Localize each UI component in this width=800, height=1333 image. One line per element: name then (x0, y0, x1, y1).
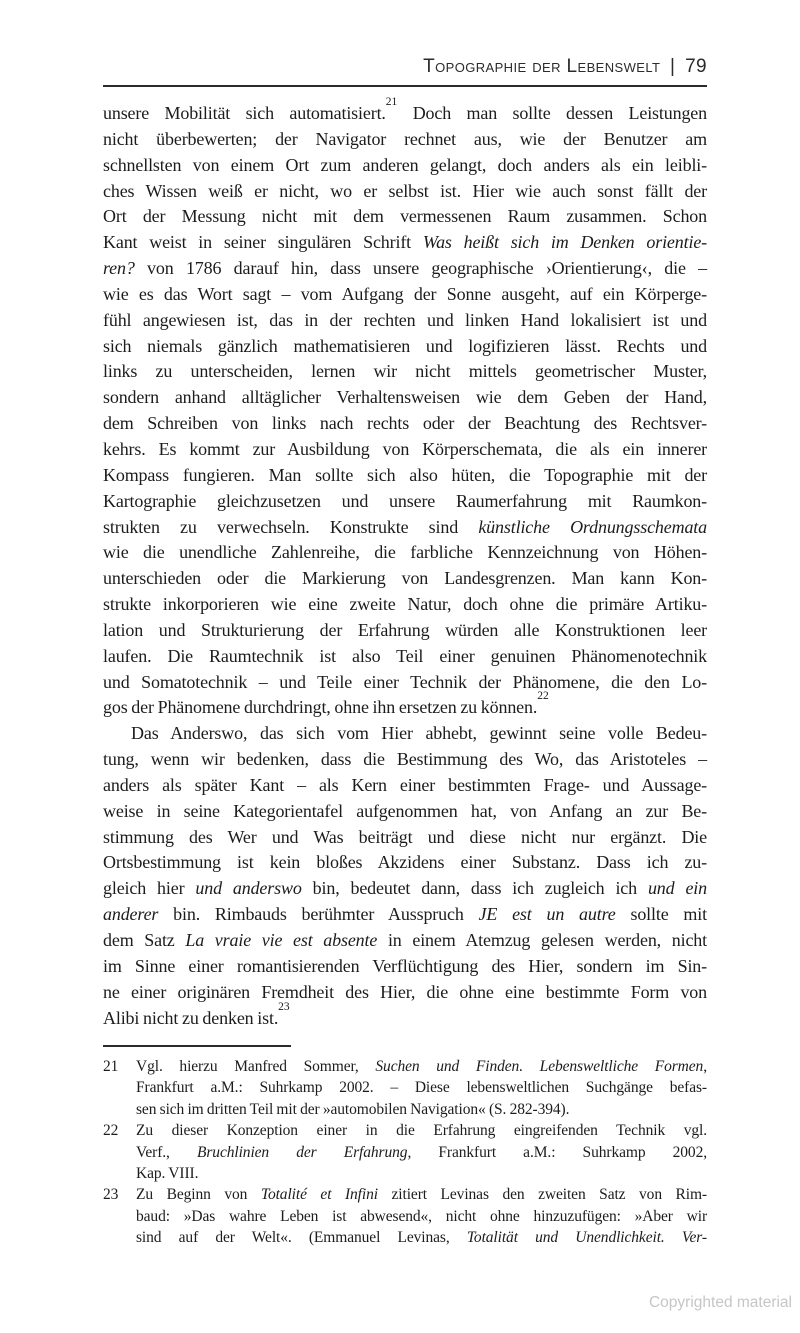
italic-text: und anderswo (195, 878, 302, 899)
text-segment: anders als später Kant – als Kern einer bestimmten Frage- und Aussage- (103, 774, 707, 795)
text-line (136, 1227, 707, 1248)
text-segment: Kant weist in seiner singulären Schrift (103, 232, 423, 253)
footnote-number: 23 (103, 1186, 119, 1204)
text-line (136, 1056, 707, 1077)
text-segment: , (703, 1058, 707, 1075)
text-segment: tung, wenn wir bedenken, dass die Bestimmung des Wo, das Aristoteles – (103, 749, 707, 770)
footnote-text (136, 1120, 707, 1184)
text-segment: stimmung des Wer und Was beiträgt und diese nicht nur ergänzt. Die (103, 826, 707, 847)
text-line (136, 1099, 707, 1120)
text-segment: Doch man sollte dessen Leistungen (397, 103, 707, 123)
text-line (136, 1163, 707, 1184)
text-segment: Vgl. hierzu Manfred Sommer, (136, 1058, 376, 1075)
text-segment: ches Wissen weiß er nicht, wo er selbst ist. Hier wie auch sonst fällt der (103, 180, 707, 201)
text-segment: strukte inkorporieren wie eine zweite Natur, doch ohne die primäre Artiku- (103, 594, 707, 615)
text-line (103, 540, 707, 566)
text-segment: Frankfurt a.M.: Suhrkamp 2002. – Diese lebensweltlichen Suchgänge befas- (136, 1079, 707, 1097)
text-line (103, 230, 707, 256)
text-line (103, 127, 707, 153)
footnotes-section (103, 1045, 707, 1249)
text-segment: Kap. VIII. (136, 1165, 199, 1183)
text-segment: sondern anhand alltäglicher Verhaltensweisen wie dem Geben der Hand, (103, 387, 707, 408)
footnote-reference: 22 (537, 690, 549, 703)
italic-text: JE est un autre (478, 904, 616, 925)
footnote-reference: 21 (385, 96, 398, 108)
text-segment: Ort der Messung nicht mit dem vermessenen Raum zusammen. Schon (103, 206, 707, 227)
text-segment: links zu unterscheiden, lernen wir nicht mittels geometrischer Muster, (103, 361, 707, 382)
text-line (136, 1142, 707, 1163)
text-line (103, 670, 707, 696)
footnote-list (103, 1056, 707, 1249)
text-segment: Zu dieser Konzeption einer in die Erfahrung eingreifenden Technik vgl. (136, 1122, 707, 1140)
footnote-text (136, 1056, 707, 1120)
text-segment: dem Satz (103, 930, 186, 950)
text-segment: laufen. Die Raumtechnik ist also Teil einer genuinen Phänomenotechnik (103, 645, 707, 666)
text-segment: unterschieden oder die Markierung von Landesgrenzen. Man kann Kon- (103, 568, 707, 589)
text-line (103, 799, 707, 825)
text-segment: Verf., (136, 1143, 197, 1161)
text-line (103, 618, 707, 644)
text-segment: wie es das Wort sagt – vom Aufgang der Sonne ausgeht, auf ein Körperge- (103, 283, 707, 304)
italic-text: Totalität und Unendlichkeit. Ver- (466, 1229, 707, 1247)
italic-text: Was heißt sich im Denken orientie- (422, 232, 707, 253)
text-segment: sind auf der Welt«. (Emmanuel Levinas, (136, 1229, 467, 1247)
text-line (136, 1206, 707, 1227)
text-line (103, 954, 707, 980)
footnote-number: 21 (103, 1058, 119, 1075)
text-line (103, 385, 707, 411)
text-segment: Kompass fungieren. Man sollte sich also hüten, die Topographie mit der (103, 464, 707, 485)
text-segment: kehrs. Es kommt zur Ausbildung von Körperschemata, die als ein innerer (103, 438, 707, 459)
text-line (103, 334, 707, 360)
text-segment: sen sich im dritten Teil mit der »automobilen Navigation« (S. 282-394). (136, 1100, 570, 1118)
text-segment: bin, bedeutet dann, dass ich zugleich ich (301, 878, 648, 899)
text-line (103, 204, 707, 230)
text-segment: ne einer originären Fremdheit des Hier, die ohne eine bestimmte Form von (103, 981, 707, 1002)
text-segment: strukten zu verwechseln. Konstrukte sind (103, 516, 479, 537)
text-line (136, 1120, 707, 1141)
text-line (103, 876, 707, 902)
text-line (103, 825, 707, 851)
italic-text: Totalité et Infini (260, 1186, 378, 1204)
text-segment: im Sinne einer romantisierenden Verflüchtigung des Hier, sondern im Sin- (103, 955, 707, 976)
text-line (103, 256, 707, 282)
text-segment: baud: »Das wahre Leben ist abwesend«, nicht ohne hinzuzufügen: »Aber wir (136, 1207, 707, 1225)
text-segment: , Frankfurt a.M.: Suhrkamp 2002, (407, 1143, 708, 1161)
text-segment: lation und Strukturierung der Erfahrung würden alle Konstruktionen leer (103, 619, 707, 640)
text-segment: von 1786 darauf hin, dass unsere geographische ›Orientierung‹, die – (134, 258, 707, 279)
text-segment: zitiert Levinas den zweiten Satz von Rim- (377, 1186, 707, 1204)
text-segment: gleich hier (103, 878, 196, 899)
text-line (103, 1000, 707, 1032)
running-head (103, 56, 707, 87)
text-line (103, 359, 707, 385)
text-line (103, 747, 707, 773)
footnote-item (103, 1184, 707, 1248)
text-line (103, 308, 707, 334)
text-segment: sich niemals gänzlich mathematisieren und logifizieren lässt. Rechts und (103, 335, 707, 356)
text-line (103, 515, 707, 541)
text-segment: Das Anderswo, das sich vom Hier abhebt, gewinnt seine volle Bedeu- (131, 723, 707, 744)
text-segment: schnellsten von einem Ort zum anderen gelangt, doch anders als ein leibli- (103, 154, 707, 175)
footnote-text (136, 1184, 707, 1248)
text-line (103, 437, 707, 463)
italic-text: ren? (103, 258, 135, 279)
footnote-item (103, 1120, 707, 1184)
text-line (103, 980, 707, 1006)
text-segment: dem Schreiben von links nach rechts oder der Beachtung des Rechtsver- (103, 413, 707, 434)
italic-text: anderer (103, 904, 159, 925)
text-segment: wie die unendliche Zahlenreihe, die farbliche Kennzeichnung von Höhen- (103, 542, 707, 563)
italic-text: La vraie vie est absente (185, 930, 378, 950)
text-segment: bin. Rimbauds berühmter Ausspruch (158, 904, 479, 925)
text-segment: in einem Atemzug gelesen werden, nicht (377, 930, 707, 950)
header-divider: | (670, 56, 676, 77)
text-line (136, 1077, 707, 1098)
italic-text: künstliche Ordnungsschemata (478, 516, 708, 537)
text-segment: Zu Beginn von (136, 1186, 261, 1204)
text-line (103, 96, 707, 127)
text-segment: und Somatotechnik – und Teile einer Technik der Phänomene, die den Lo- (103, 671, 707, 692)
text-line (103, 690, 707, 721)
text-line (103, 644, 707, 670)
text-line (103, 153, 707, 179)
text-line (136, 1184, 707, 1205)
page-number: 79 (685, 56, 707, 77)
text-line (103, 566, 707, 592)
text-segment: sollte mit (615, 904, 707, 925)
text-line (103, 411, 707, 437)
text-line (103, 721, 707, 747)
footnote-item (103, 1056, 707, 1120)
body-text (103, 96, 708, 1031)
footnote-reference: 23 (278, 1000, 290, 1013)
text-line (103, 282, 707, 308)
running-head-title: Topographie der Lebenswelt (423, 56, 661, 77)
text-line (103, 463, 707, 489)
copyright-watermark: Copyrighted material (648, 1294, 792, 1311)
text-line (103, 850, 707, 876)
italic-text: und ein (647, 878, 707, 899)
text-segment: unsere Mobilität sich automatisiert. (103, 103, 386, 123)
text-segment: gos der Phänomene durchdringt, ohne ihn ersetzen zu können. (103, 697, 538, 718)
text-segment: nicht überbewerten; der Navigator rechnet aus, wie der Benutzer am (103, 128, 707, 149)
text-segment: Kartographie gleichzusetzen und unsere Raumerfahrung mit Raumkon- (103, 490, 707, 511)
footnote-separator-rule (103, 1045, 291, 1047)
text-segment: Alibi nicht zu denken ist. (103, 1007, 279, 1028)
text-line (103, 179, 707, 205)
text-line (103, 773, 707, 799)
text-line (103, 902, 707, 928)
text-line (103, 928, 707, 954)
italic-text: Suchen und Finden. Lebensweltliche Formen (375, 1058, 704, 1075)
text-segment: weise in seine Kategorientafel aufgenommen hat, von Anfang an zur Be- (103, 800, 707, 821)
text-segment: Ortsbestimmung ist kein bloßes Akzidens einer Substanz. Dass ich zu- (103, 852, 707, 873)
text-line (103, 489, 707, 515)
text-segment: fühl angewiesen ist, das in der rechten und linken Hand lokalisiert ist und (103, 309, 707, 330)
italic-text: Bruchlinien der Erfahrung (197, 1143, 408, 1161)
text-line (103, 592, 707, 618)
footnote-number: 22 (103, 1122, 119, 1140)
